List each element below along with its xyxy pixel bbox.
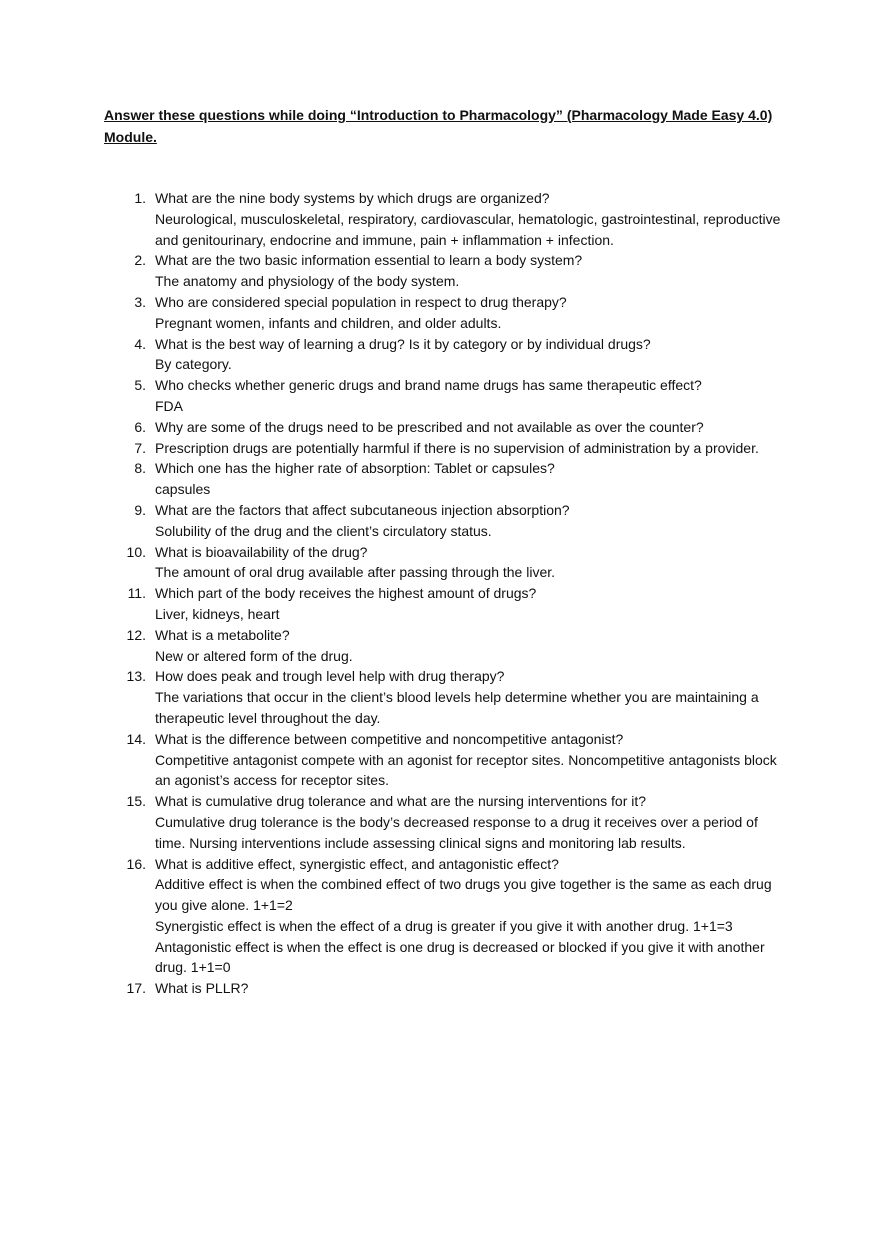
question-number: 14. <box>126 730 146 747</box>
question-list <box>104 188 784 999</box>
answer-text: Additive effect is when the combined effect of two drugs you give together is the same as each drug you give alone. 1+1=2 <box>155 876 772 914</box>
question-text: What is the difference between competitive and noncompetitive antagonist? <box>155 730 624 747</box>
answer-text: The amount of oral drug available after passing through the liver. <box>155 564 556 581</box>
question-number: 3. <box>134 293 146 310</box>
question-text: Who checks whether generic drugs and brand name drugs has same therapeutic effect? <box>155 377 702 394</box>
question-number: 11. <box>127 585 146 602</box>
answer-text: Cumulative drug tolerance is the body’s decreased response to a drug it receives over a period of time. Nursing interventions include assessing clinical signs and monitoring lab results. <box>155 813 758 851</box>
answer-text: Synergistic effect is when the effect of a drug is greater if you give it with another drug. 1+1=3 <box>155 917 733 934</box>
question-item <box>104 729 784 791</box>
answer-text: Competitive antagonist compete with an agonist for receptor sites. Noncompetitive antagonists block an agonist’s access for receptor sites. <box>155 751 777 789</box>
question-item <box>104 292 784 334</box>
question-number: 7. <box>134 439 146 456</box>
answer-text: Neurological, musculoskeletal, respiratory, cardiovascular, hematologic, gastrointestinal, reproductive and genitourinary, endocrine and immune, pain + inflammation + infection. <box>155 210 781 248</box>
answer-text: Pregnant women, infants and children, and older adults. <box>155 314 502 331</box>
question-item <box>104 978 784 999</box>
question-item <box>104 438 784 459</box>
question-number: 6. <box>134 418 146 435</box>
question-text: What is a metabolite? <box>155 626 290 643</box>
answer-text: Antagonistic effect is when the effect is one drug is decreased or blocked if you give it with another drug. 1+1=0 <box>155 938 765 976</box>
answer-text: New or altered form of the drug. <box>155 647 353 664</box>
question-text: What is the best way of learning a drug? Is it by category or by individual drugs? <box>155 335 651 352</box>
question-item <box>104 666 784 728</box>
question-text: Prescription drugs are potentially harmful if there is no supervision of administration by a provider. <box>155 439 759 456</box>
question-number: 15. <box>126 793 146 810</box>
question-item <box>104 334 784 376</box>
question-text: Which one has the higher rate of absorption: Tablet or capsules? <box>155 460 555 477</box>
question-item <box>104 250 784 292</box>
question-text: How does peak and trough level help with drug therapy? <box>155 668 505 685</box>
question-text: What are the two basic information essential to learn a body system? <box>155 252 583 269</box>
question-text: What are the nine body systems by which drugs are organized? <box>155 190 550 206</box>
question-text: What is additive effect, synergistic effect, and antagonistic effect? <box>155 855 559 872</box>
question-item <box>104 417 784 438</box>
question-text: What is bioavailability of the drug? <box>155 543 368 560</box>
question-number: 17. <box>126 980 146 997</box>
question-text: What is cumulative drug tolerance and what are the nursing interventions for it? <box>155 793 647 810</box>
page-title: Answer these questions while doing “Introduction to Pharmacology” (Pharmacology Made Easy 4.0) Module. <box>104 107 773 145</box>
question-number: 10. <box>126 543 146 560</box>
answer-text: Liver, kidneys, heart <box>155 605 280 622</box>
question-item <box>104 625 784 667</box>
question-item <box>104 458 784 500</box>
question-text: Who are considered special population in respect to drug therapy? <box>155 293 567 310</box>
question-text: Why are some of the drugs need to be prescribed and not available as over the counter? <box>155 418 704 435</box>
question-item <box>104 583 784 625</box>
question-item <box>104 791 784 853</box>
question-text: What is PLLR? <box>155 980 249 997</box>
answer-text: FDA <box>155 397 183 414</box>
question-number: 1. <box>134 190 146 206</box>
question-number: 9. <box>134 501 146 518</box>
question-number: 12. <box>126 626 146 643</box>
question-text: Which part of the body receives the highest amount of drugs? <box>155 585 537 602</box>
question-item <box>104 854 784 979</box>
answer-text: Solubility of the drug and the client’s circulatory status. <box>155 522 492 539</box>
question-number: 16. <box>126 855 146 872</box>
question-number: 5. <box>134 377 146 394</box>
question-item <box>104 500 784 542</box>
answer-text: The variations that occur in the client’s blood levels help determine whether you are maintaining a therapeutic level throughout the day. <box>155 689 759 726</box>
answer-text: The anatomy and physiology of the body system. <box>155 273 460 290</box>
question-number: 4. <box>134 335 146 352</box>
question-item <box>104 375 784 417</box>
question-text: What are the factors that affect subcutaneous injection absorption? <box>155 501 570 518</box>
question-item <box>104 188 784 250</box>
question-item <box>104 542 784 584</box>
answer-text: capsules <box>155 481 211 498</box>
question-number: 8. <box>134 460 146 477</box>
answer-text: By category. <box>155 356 232 373</box>
question-number: 13. <box>126 668 146 685</box>
question-number: 2. <box>134 252 146 269</box>
